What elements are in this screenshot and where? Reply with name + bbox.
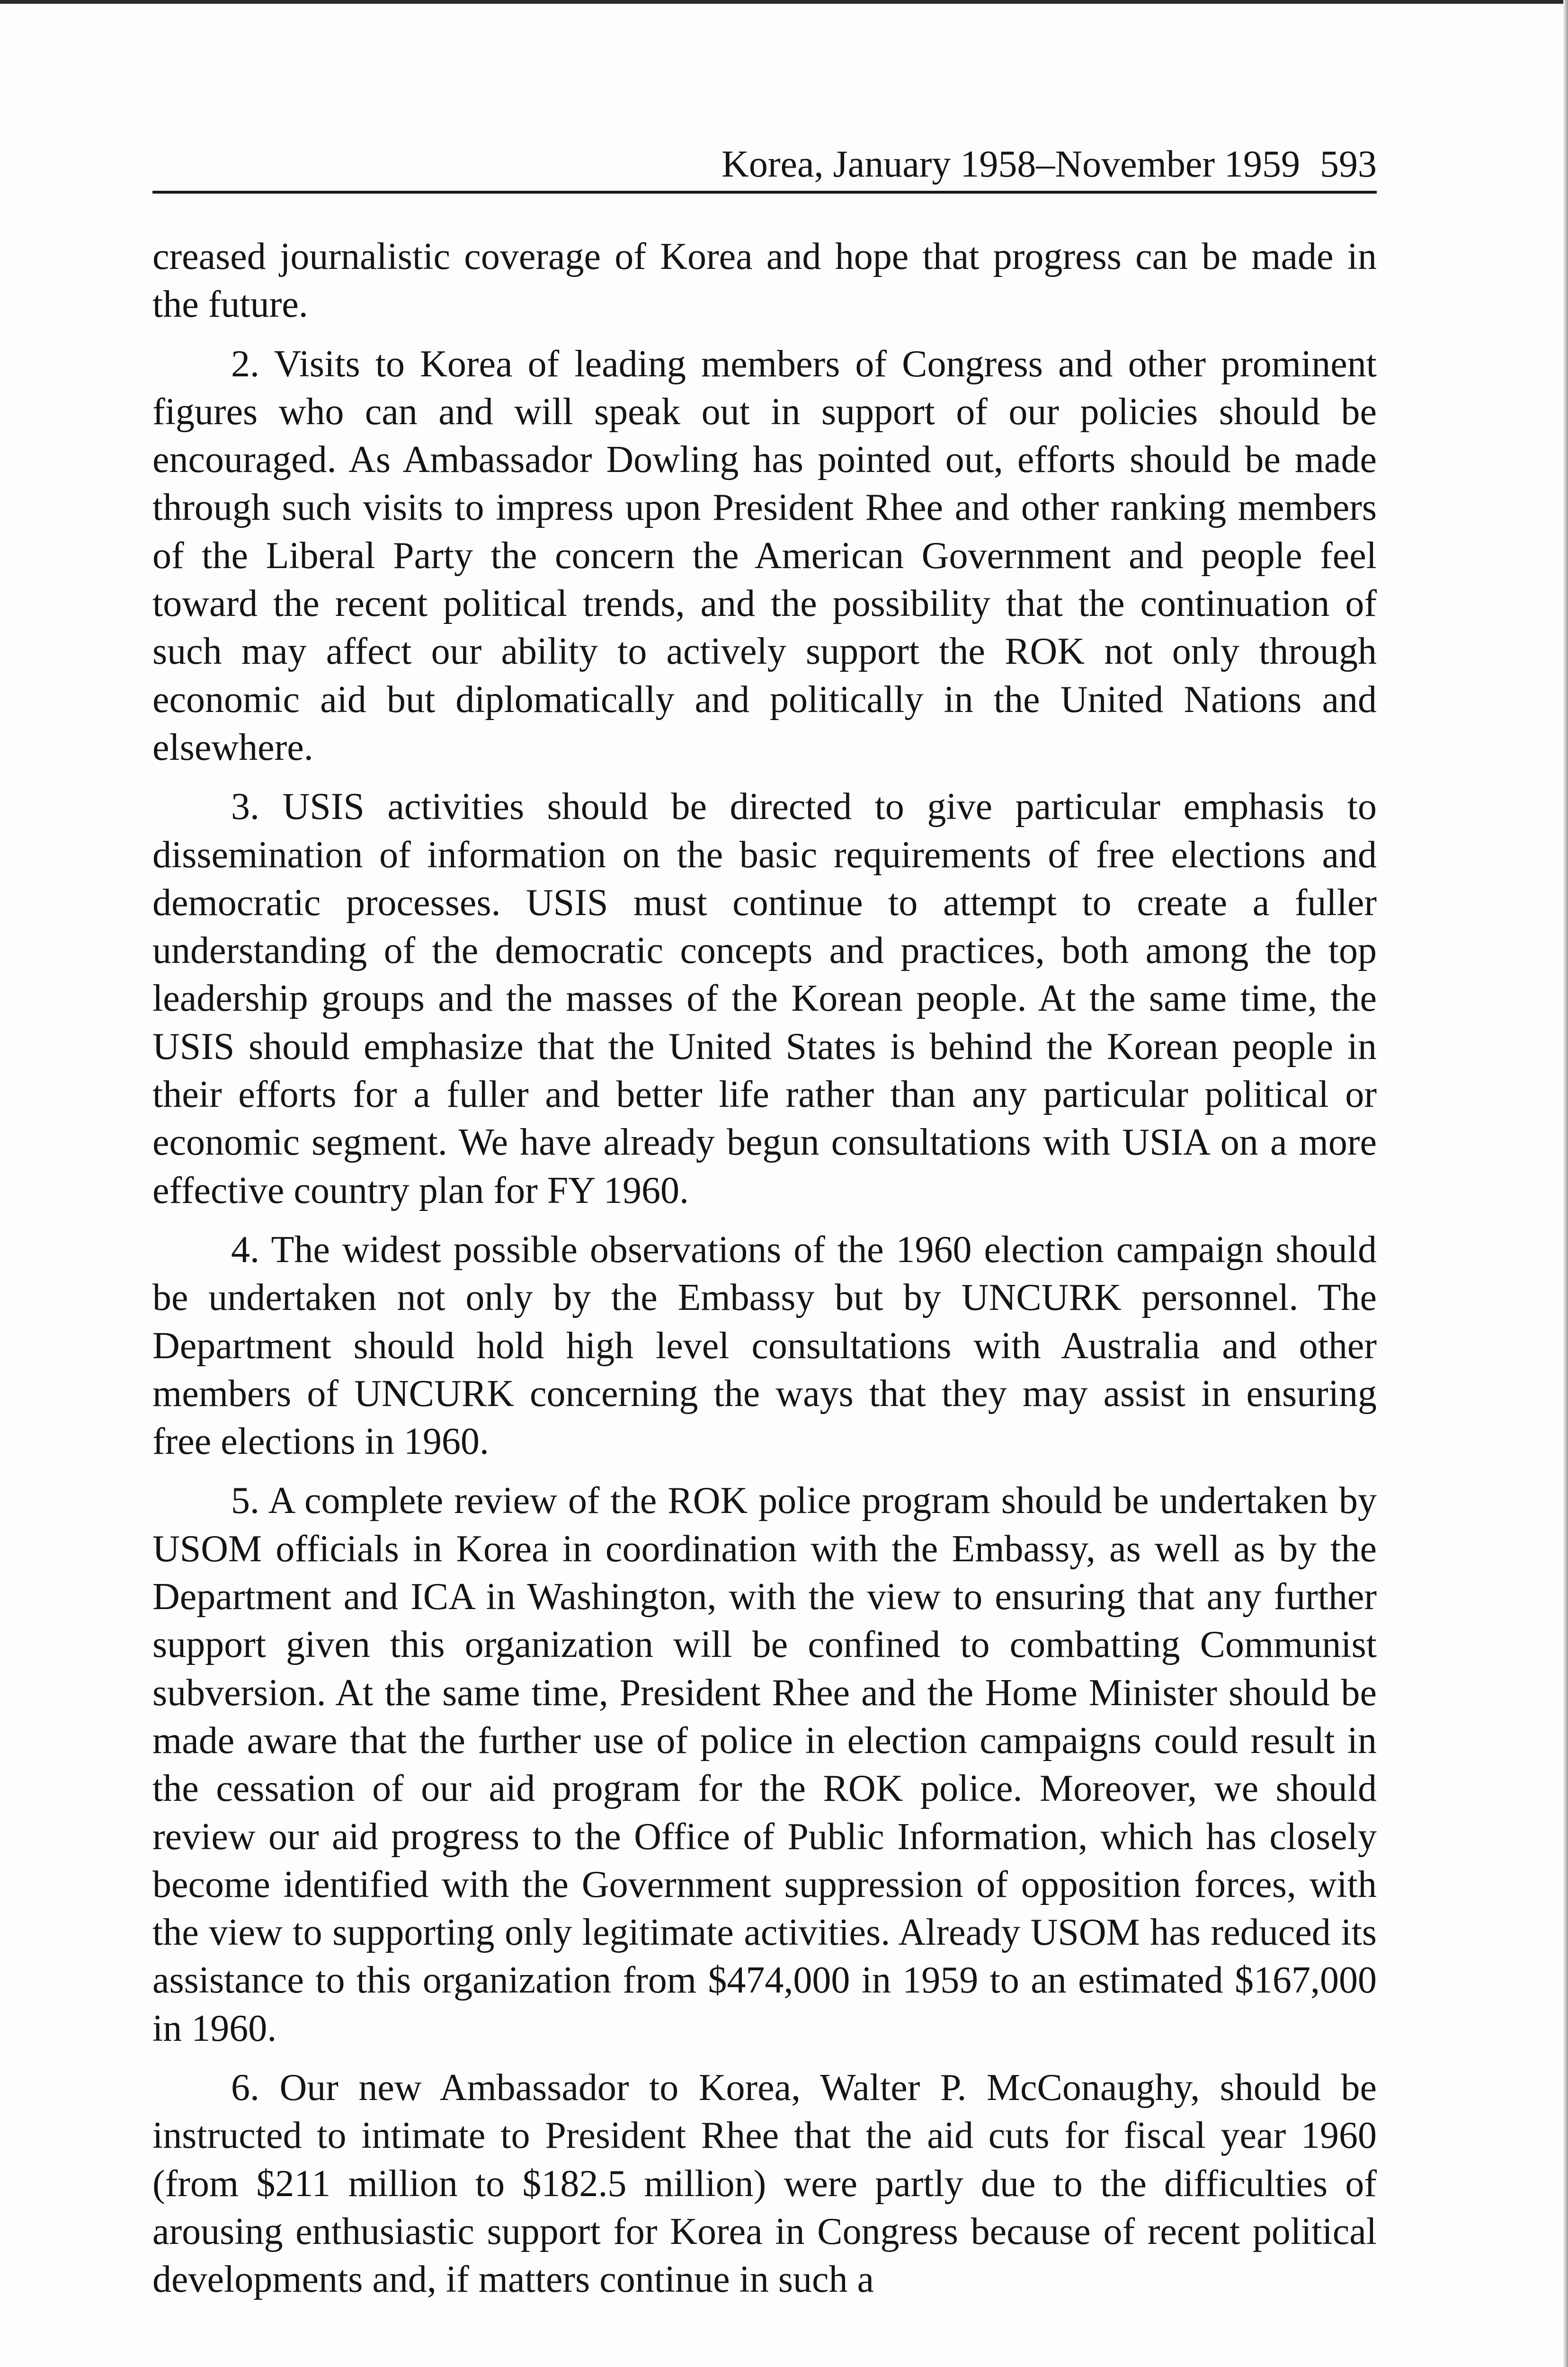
- paragraph-item-3: 3. USIS activities should be directed to give particular emphasis to dissemination of information on the basic requirements of free elections and democratic processes. USIS must continue to attempt to create a fuller understanding of the democratic concepts and practices, both among the top leadership groups and the masses of the Korean people. At the same time, the USIS should emphasize that the United States is behind the Korean people in their efforts for a fuller and better life rather than any particular political or economic segment. We have already begun consultations with USIA on a more effective country plan for FY 1960.: [152, 786, 1377, 1211]
- paragraph-item-5: 5. A complete review of the ROK police program should be undertaken by USOM officials in Korea in coordination with the Embassy, as well as by the Department and ICA in Washington, with the view to ensuring that any further support given this organization will be confined to combatting Communist subversion. At the same time, President Rhee and the Home Minister should be made aware that the further use of police in election campaigns could result in the cessation of our aid program for the ROK police. Moreover, we should review our aid progress to the Office of Public Information, which has closely become identified with the Government suppression of opposition forces, with the view to supporting only legitimate activities. Already USOM has reduced its assistance to this organization from $474,000 in 1959 to an estimated $167,000 in 1960.: [152, 1480, 1377, 2049]
- paragraph-item-4: 4. The widest possible observations of the 1960 election campaign should be undertaken not only by the Embassy but by UNCURK personnel. The Department should hold high level consultations with Australia and other members of UNCURK concerning the ways that they may assist in ensuring free elections in 1960.: [152, 1228, 1377, 1463]
- page-top-edge: [0, 0, 1568, 4]
- page-number: 593: [1320, 143, 1377, 185]
- running-head: [152, 138, 1377, 190]
- paragraph-continuation: creased journalistic coverage of Korea and hope that progress can be made in the future.: [152, 236, 1377, 326]
- page-right-edge: [1563, 0, 1568, 2367]
- paragraph-item-2: 2. Visits to Korea of leading members of Congress and other prominent figures who can and will speak out in support of our policies should be encouraged. As Ambassador Dowling has pointed out, efforts should be made through such visits to impress upon President Rhee and other ranking members of the Liberal Party the concern the American Government and people feel toward the recent political trends, and the possibility that the continuation of such may affect our ability to actively support the ROK not only through economic aid but diplomatically and politically in the United Nations and elsewhere.: [152, 343, 1377, 768]
- running-title: Korea, January 1958–November 1959: [722, 143, 1300, 185]
- paragraph-item-6: 6. Our new Ambassador to Korea, Walter P. McConaughy, should be instructed to intimate to President Rhee that the aid cuts for fiscal year 1960 (from $211 million to $182.5 million) were partly due to the difficulties of arousing enthusiastic support for Korea in Congress because of recent political developments and, if matters continue in such a: [152, 2066, 1377, 2301]
- header-rule: [152, 191, 1377, 194]
- body-text: [152, 233, 1377, 2304]
